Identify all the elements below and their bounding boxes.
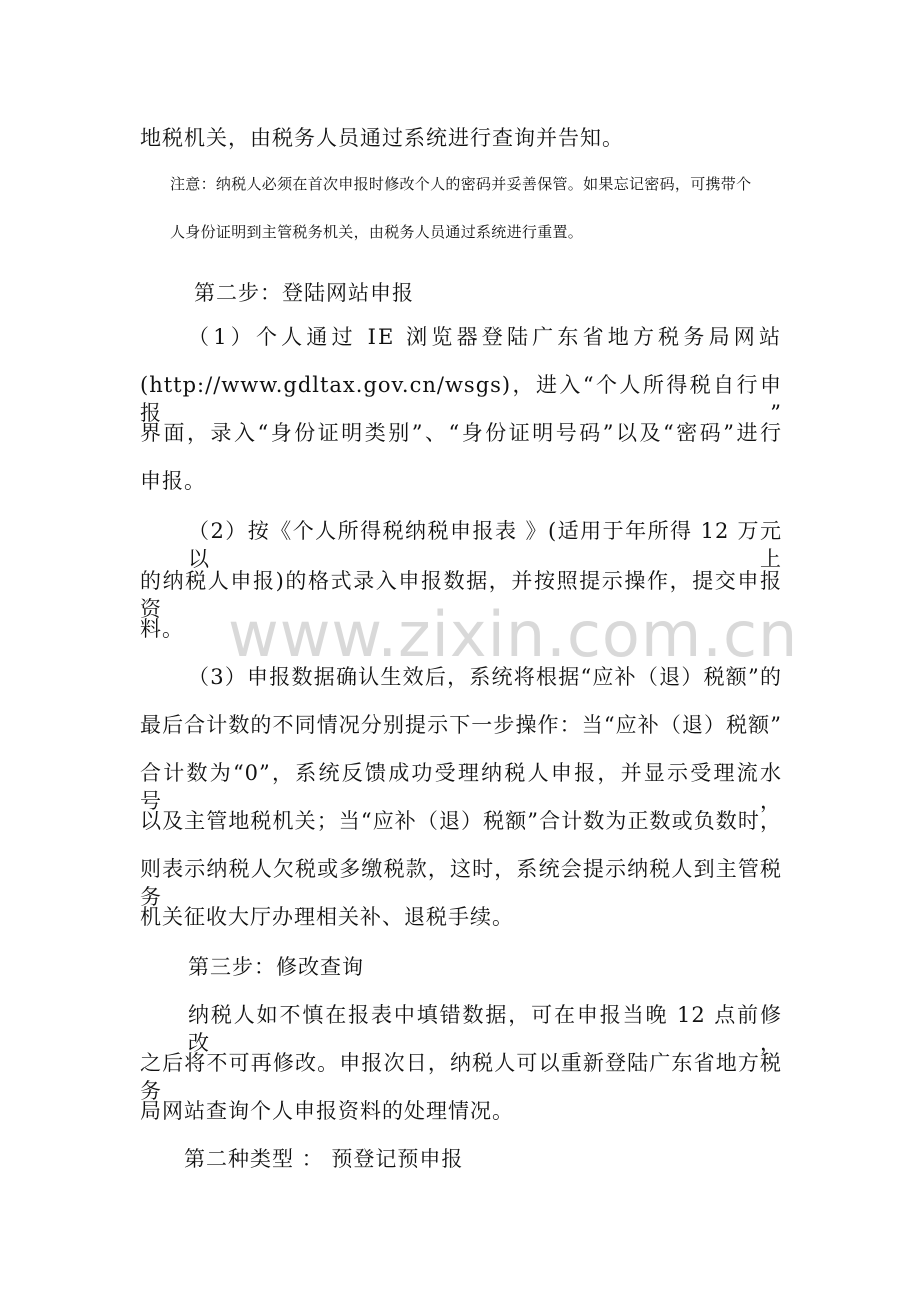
paragraph-line: 申报。 bbox=[140, 469, 206, 493]
paragraph-line: 则表示纳税人欠税或多缴税款，这时，系统会提示纳税人到主管税务 bbox=[140, 857, 782, 909]
paragraph-line: 以及主管地税机关；当“应补（退）税额”合计数为正数或负数时， bbox=[140, 809, 782, 833]
paragraph-line: （2）按《个人所得税纳税申报表 》(适用于年所得 12 万元以上 bbox=[188, 519, 782, 571]
paragraph-line: 的纳税人申报)的格式录入申报数据，并按照提示操作，提交申报资 bbox=[140, 569, 782, 621]
paragraph-line: 之后将不可再修改。申报次日，纳税人可以重新登陆广东省地方税务 bbox=[140, 1051, 782, 1103]
notice-line: 人身份证明到主管税务机关，由税务人员通过系统进行重置。 bbox=[170, 223, 584, 241]
paragraph-line: 料。 bbox=[140, 617, 184, 641]
paragraph-line: 机关征收大厅办理相关补、退税手续。 bbox=[140, 905, 514, 929]
paragraph-line: (http://www.gdltax.gov.cn/wsgs)，进入“个人所得税自行申报” bbox=[140, 373, 782, 425]
step-heading: 第三步：修改查询 bbox=[188, 955, 364, 979]
step-heading: 第二步：登陆网站申报 bbox=[194, 281, 414, 305]
paragraph-line: 纳税人如不慎在报表中填错数据，可在申报当晚 12 点前修改， bbox=[188, 1003, 782, 1055]
paragraph-line: 合计数为“0”，系统反馈成功受理纳税人申报，并显示受理流水号， bbox=[140, 761, 782, 813]
paragraph-line: （1）个人通过 IE 浏览器登陆广东省地方税务局网站 bbox=[188, 325, 782, 349]
watermark-text: www.zixin.com.cn bbox=[228, 598, 799, 671]
notice-line: 注意：纳税人必须在首次申报时修改个人的密码并妥善保管。如果忘记密码，可携带个 bbox=[170, 175, 752, 193]
paragraph-line: （3）申报数据确认生效后，系统将根据“应补（退）税额”的 bbox=[188, 665, 782, 689]
paragraph-line: 局网站查询个人申报资料的处理情况。 bbox=[140, 1099, 514, 1123]
paragraph-line: 界面，录入“身份证明类别”、“身份证明号码”以及“密码”进行 bbox=[140, 421, 782, 445]
section-heading: 第二种类型 ： 预登记预申报 bbox=[184, 1147, 464, 1171]
paragraph-line: 地税机关，由税务人员通过系统进行查询并告知。 bbox=[140, 126, 624, 150]
paragraph-line: 最后合计数的不同情况分别提示下一步操作：当“应补（退）税额” bbox=[140, 713, 782, 737]
